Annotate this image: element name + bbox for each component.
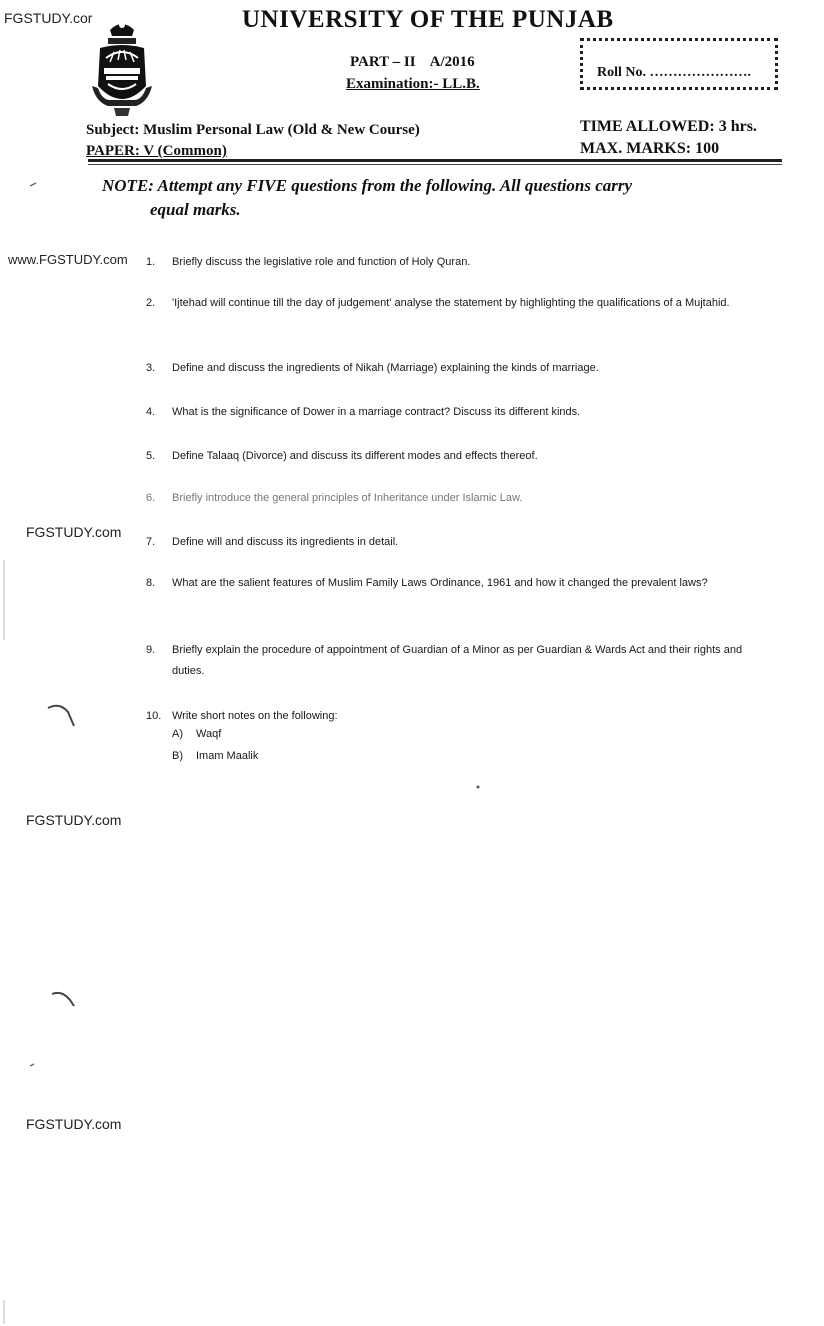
question-number: 8.	[146, 577, 156, 589]
short-note-label: B)	[172, 750, 183, 762]
question-text: Briefly introduce the general principles of Inheritance under Islamic Law.	[172, 492, 523, 504]
question-7	[146, 532, 766, 553]
question-number: 10.	[146, 710, 162, 722]
watermark-mid-2: FGSTUDY.com	[26, 812, 122, 828]
roll-number-box	[580, 38, 778, 90]
question-number: 6.	[146, 492, 156, 504]
question-4	[146, 402, 766, 423]
watermark-top: FGSTUDY.cor	[4, 10, 93, 26]
watermark-bottom: FGSTUDY.com	[26, 1116, 122, 1132]
max-marks: MAX. MARKS: 100	[580, 140, 720, 157]
question-text: Define will and discuss its ingredients in detail.	[172, 536, 399, 548]
short-note-a	[172, 728, 221, 740]
question-number: 7.	[146, 536, 156, 548]
instructions-note	[102, 174, 752, 222]
question-text: What is the significance of Dower in a marriage contract? Discuss its different kinds.	[172, 406, 581, 418]
question-number: 5.	[146, 450, 156, 462]
question-10	[146, 706, 766, 727]
roll-number-label: Roll No. ………………….	[597, 65, 751, 80]
subject-line: Subject: Muslim Personal Law (Old & New Course)	[86, 122, 420, 138]
question-number: 9.	[146, 644, 156, 656]
short-note-text: Waqf	[196, 728, 222, 740]
question-number: 3.	[146, 362, 156, 374]
question-text: Briefly discuss the legislative role and function of Holy Quran.	[172, 256, 471, 268]
part-session	[350, 54, 489, 71]
question-3	[146, 358, 766, 379]
watermark-side: www.FGSTUDY.com	[8, 252, 128, 267]
university-crest-icon	[88, 16, 156, 120]
short-note-text: Imam Maalik	[196, 750, 259, 762]
header-divider-thin	[88, 164, 782, 165]
question-text: What are the salient features of Muslim Family Laws Ordinance, 1961 and how it changed the prevalent laws?	[172, 577, 708, 589]
question-5	[146, 446, 766, 467]
question-text: 'Ijtehad will continue till the day of judgement' analyse the statement by highlighting the qualifications of a Mujtahid.	[172, 297, 730, 309]
question-text: Write short notes on the following:	[172, 710, 338, 722]
question-text: Define Talaaq (Divorce) and discuss its different modes and effects thereof.	[172, 450, 538, 462]
session-label: A/2016	[429, 54, 475, 70]
question-number: 2.	[146, 297, 156, 309]
part-label: PART – II	[350, 54, 416, 70]
question-6	[146, 488, 766, 509]
paper-line: PAPER: V (Common)	[86, 143, 227, 159]
watermark-mid-1: FGSTUDY.com	[26, 524, 122, 540]
question-8	[146, 573, 766, 594]
note-line-2: equal marks.	[150, 200, 241, 219]
question-number: 1.	[146, 256, 156, 268]
question-text: Briefly explain the procedure of appointment of Guardian of a Minor as per Guardian & Wards Act and their rights and duties.	[172, 644, 743, 677]
question-text: Define and discuss the ingredients of Nikah (Marriage) explaining the kinds of marriage.	[172, 362, 599, 374]
short-note-b	[172, 750, 258, 762]
note-line-1: NOTE: Attempt any FIVE questions from the following. All questions carry	[102, 176, 633, 195]
examination-label: Examination:- LL.B.	[346, 76, 480, 92]
question-1	[146, 252, 766, 273]
time-allowed: TIME ALLOWED: 3 hrs.	[580, 118, 757, 135]
question-2	[146, 293, 766, 314]
header-divider	[88, 159, 782, 162]
question-number: 4.	[146, 406, 156, 418]
question-9	[146, 640, 766, 682]
university-title: UNIVERSITY OF THE PUNJAB	[242, 6, 614, 33]
short-note-label: A)	[172, 728, 183, 740]
